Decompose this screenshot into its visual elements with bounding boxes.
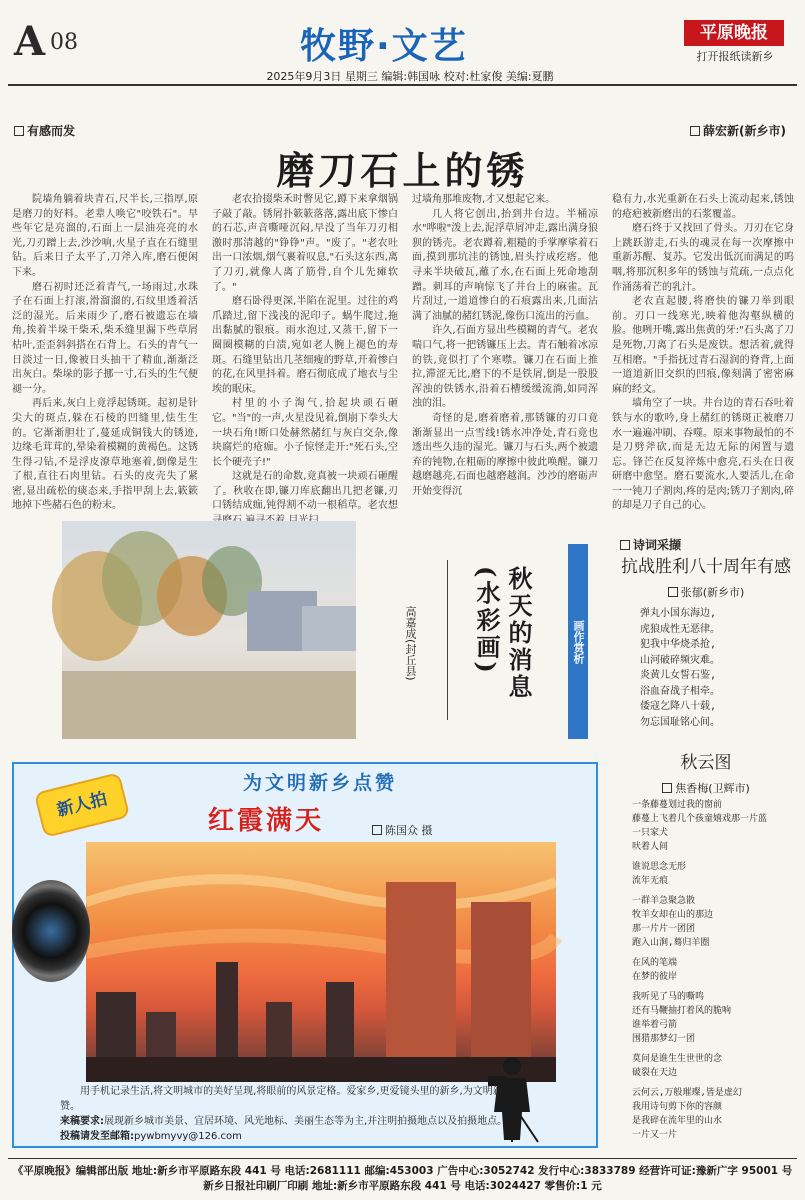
poem-line: 勿忘国耻铭心间。 xyxy=(640,716,720,728)
poem-line: 炎黄儿女誓石鉴, xyxy=(640,670,717,681)
poem-line: 倭寇乞降八十载, xyxy=(640,701,717,712)
essay-paragraph: 老农拾掇柴禾时瞥见它,蹲下来拿烟锅子敲了敲。锈屑扑簌簌落落,露出底下惨白的石芯,声音嘶哑沉闷,早没了当年刀刃相激时那清越的"铮铮"声。"废了。"老农吐出一口浓烟,烟气裹着叹息,"石头这东西,离了刀刃,就像人离了筋骨,自个儿先瘫软了。" xyxy=(212,194,398,293)
poem-2 xyxy=(620,752,792,796)
poem-line: 犯我中华烧杀抢, xyxy=(640,639,717,650)
essay-paragraph: 老农直起腰,将磨快的镰刀举到眼前。刃口一线寒光,映着他沟壑纵横的脸。他咧开嘴,露出焦黄的牙:"石头离了刀是死物,刀离了石头是废铁。想活着,就得互相磨。"手指抚过青石湿润的脊背,上面一道道新旧交织的凹痕,像刻满了密密麻麻的经文。 xyxy=(612,296,794,395)
newspaper-slogan: 打开报纸读新乡 xyxy=(696,50,774,63)
poem-1-body xyxy=(620,606,792,730)
essay-paragraph: 几人将它创出,抬到井台边。半桶凉水"哗啦"泼上去,泥浮草屑冲走,露出满身狼狈的锈壳。老农蹲着,粗糙的手掌摩挲着石面,摸到那坑洼的锈蚀,眉头拧成疙瘩。他寻来半块破瓦,蘸了水,在石面上死命地刮蹭。刺耳的声响惊飞了井台上的麻雀。瓦片刮过,一道道惨白的石痕露出来,几面沾满了油腻的赭红锈泥,像伤口流出的污血。 xyxy=(412,208,598,322)
poem-line: 在梦的彼岸 xyxy=(632,972,678,982)
new-shooter-badge: 新人拍 xyxy=(34,772,131,838)
sunset-photo xyxy=(86,842,556,1082)
poem-line: 我听见了马的嘶鸣 xyxy=(632,992,705,1002)
essay-column-tag: 有感而发 xyxy=(14,122,75,139)
essay-paragraph: 稳有力,水光重新在石头上流动起来,锈蚀的疮疤被新磨出的石浆覆盖。 xyxy=(612,194,794,220)
poem-line: 一群羊急聚急散 xyxy=(632,896,696,906)
photo-note xyxy=(60,1084,536,1144)
poem-line: 还有马鞭抽打着风的脆响 xyxy=(632,1006,732,1016)
poem-line: 破裂在天边 xyxy=(632,1068,678,1078)
poem-line: 山河破碎频灾难。 xyxy=(640,654,720,666)
essay-paragraph: 再后来,灰白上竟浮起锈斑。起初是针尖大的斑点,躲在石棱的凹缝里,怯生生的。它渐渐胆壮了,蔓延成铜钱大的锈迹,边缘毛茸茸的,晕染着模糊的黄褐色。这锈生得刁钻,不是浮皮潦草地塞着,倒像是生了根,直往石肉里钻。石头的皮壳失了紧密,显出疏松的痰态来,手指甲刮上去,簌簌地掉下些赭石色的粉末。 xyxy=(12,398,198,512)
poem-2-title: 秋云图 xyxy=(680,753,732,773)
email-label: 投稿请发至邮箱: xyxy=(60,1131,134,1142)
page-letter: A xyxy=(14,18,46,65)
essay-paragraph: 院墙角躺着块青石,尺半长,三指厚,原是磨刀的好料。老辈人唤它"咬铁石"。早些年它是亮溜的,石面上一层油亮亮的水光,刀刃蹭上去,沙沙响,火星子直在石缝里钻。后来日子太平了,刀斧入库,磨石便闲下来。 xyxy=(12,194,198,278)
essay-column-2 xyxy=(212,193,398,511)
poem-line: 谁举着弓箭 xyxy=(632,1020,678,1030)
poem-line: 藤蔓上飞着几个孩童嬉戏那一片蓝 xyxy=(632,814,768,824)
newspaper-logo: 平原晚报 xyxy=(684,20,784,46)
poem-line: 浴血奋战子相牵。 xyxy=(640,685,720,697)
poem-2-author: 焦香梅(卫辉市) xyxy=(620,780,792,796)
poem-1-title: 抗战胜利八十周年有感 xyxy=(621,557,791,577)
photo-note-text: 用手机记录生活,将文明城市的美好呈现,将眼前的风景定格。爱家乡,更爱镜头里的新乡,为文明新乡点赞。 xyxy=(60,1086,523,1112)
poem-line: 谁说思念无形 xyxy=(632,862,687,872)
essay-paragraph: 村里的小子淘气,拾起块顽石砸它。"当"的一声,火星没见着,倒崩下拳头大一块石角!断口处赫然赭红与灰白交杂,像块腐烂的疮痂。小子惊怪走开:"死石头,空长个硬壳子!" xyxy=(212,398,398,468)
page-number: 08 xyxy=(50,30,78,55)
poem-line: 弹丸小国东海边, xyxy=(640,608,717,619)
poem-line: 虎狼成性无恶律。 xyxy=(640,623,720,635)
essay-paragraph: 过墙角那堆废物,才又想起它来。 xyxy=(412,194,556,205)
submission-email[interactable]: pywbmyvy@126.com xyxy=(134,1131,242,1142)
city-skyline xyxy=(86,842,556,1082)
poem-line: 我用诗句剪下你的容颜 xyxy=(632,1102,723,1112)
essay-column-1 xyxy=(12,193,198,511)
essay-paragraph: 许久,石面方显出些模糊的青气。老农喘口气,将一把锈镰压上去。青石触着冰凉的铁,竟似打了个寒噤。镰刀在石面上推拉,滞涩无比,磨下的不是铁屑,倒是一股股浑浊的铁锈水,沿着石槽缓缓流淌,如同浑浊的泪。 xyxy=(412,325,598,410)
poem-line: 云何云,万般璀璨,皆是虚幻 xyxy=(632,1088,742,1098)
poem-line: 莫问是谁生生世世的念 xyxy=(632,1054,723,1064)
poem-line: 一只家犬 xyxy=(632,828,669,838)
poem-line: 跑入山涧,蓦归羊圈 xyxy=(632,938,710,948)
poem-line: 围猎那梦幻一团 xyxy=(632,1034,696,1044)
poem-line: 流年无痕 xyxy=(632,876,669,886)
painting-title: 秋天的消息(水彩画) xyxy=(472,566,533,701)
section-title: 牧野·文艺 xyxy=(300,26,468,67)
photo-credit: 陈国众 摄 xyxy=(372,822,433,838)
essay-paragraph: 磨石卧得更深,半陷在泥里。过往的鸡爪踏过,留下浅浅的泥印子。蜗牛爬过,拖出黏腻的银痕。雨水泡过,又蒸干,留下一圈圈模糊的白渍,宛如老人腕上褪色的寿斑。石缝里钻出几茎细瘦的野草,开着惨白的花,在风里抖着。磨石彻底成了地衣与尘埃的眠床。 xyxy=(212,296,398,395)
poem-1 xyxy=(620,556,792,730)
painting-divider xyxy=(447,560,448,720)
dateline: 2025年9月3日 星期三 编辑:韩国咏 校对:杜家俊 美编:夏鹏 xyxy=(266,70,554,83)
footer-line-1: 《平原晚报》编辑部出版 地址:新乡市平原路东段 441 号 电话:2681111 邮编:453003 广告中心:3052742 发行中心:3833789 经营许可证:豫新广字 95001 号 xyxy=(12,1165,793,1177)
poem-2-body xyxy=(632,798,798,1142)
requirement-text: 展现新乡城市美景、宜居环境、风光地标、美丽生态等为主,并注明拍摄地点以及拍摄地点。 xyxy=(104,1116,508,1127)
essay-paragraph: 磨石初时还泛着青气,一场雨过,水珠子在石面上打滚,滑溜溜的,石纹里透着活泛的湿光。后来雨少了,磨石被遗忘在墙角,挨着半垛干柴禾,柴禾缝里漏下些草屑枯叶,歪歪斜斜搭在石背上。石头的青气一日淡过一日,像被日头抽干了精血,渐渐泛出灰白。柴垛的影子挪一寸,石头的生气便褪一分。 xyxy=(12,281,198,395)
poem-line: 在风的笔端 xyxy=(632,958,678,968)
poem-line: 是我碎在流年里的山水 xyxy=(632,1116,723,1126)
footer-rule xyxy=(8,1158,797,1159)
essay-paragraph: 这就是石的命数,竟真被一块顽石砸醒了。秋收在即,镰刀库底翻出几把老镰,刃口锈结成痂,钝得割不动一根稻草。老农想 xyxy=(212,471,398,512)
photo-title: 红霞满天 xyxy=(208,806,325,836)
photo-banner: 为文明新乡点赞 xyxy=(242,772,397,794)
painting-author: 高嘉成(封丘县) xyxy=(404,606,417,681)
painting-column-tag: 画作赏析 xyxy=(568,544,588,739)
essay-column-3 xyxy=(412,193,598,511)
poem-column-tag: 诗词采撷 xyxy=(620,536,681,553)
camera-lens-icon xyxy=(12,880,90,982)
poem-1-author: 张郁(新乡市) xyxy=(620,584,792,600)
poem-line: 一条藤蔓划过我的窗前 xyxy=(632,800,723,810)
essay-paragraph: 磨石终于又找回了骨头。刀刃在它身上跳跃游走,石头的魂灵在每一次摩擦中重新苏醒、复苏。它发出低沉而满足的呜咽,将那沉积多年的锈蚀与荒疏,一点点化作涌荡着芒的乳汁。 xyxy=(612,223,794,293)
essay-author: 薛宏新(新乡市) xyxy=(690,122,786,139)
essay-paragraph: 墙角空了一块。井台边的青石吞吐着铁与水的歌吟,身上赭红的锈斑正被磨刀水一遍遍冲刷、吞噬。原来事物最怕的不是刀劈斧砍,而是无边无际的闲置与遗忘。锋芒在反复淬炼中愈亮,石头在日夜研磨中愈坚。磨石要流水,人要活儿,在命一一钝刀子割肉,疼的是肉;锈刀子割肉,碎的却是刀子自己的心。 xyxy=(612,398,794,512)
poem-line: 一片又一片 xyxy=(632,1130,678,1140)
poem-line: 那一片片一团团 xyxy=(632,924,696,934)
essay-headline: 磨刀石上的锈 xyxy=(276,148,529,193)
header-rule xyxy=(8,84,797,86)
requirement-label: 来稿要求: xyxy=(60,1116,104,1127)
essay-column-4 xyxy=(612,193,794,511)
poem-line: 牧羊女却在山的那边 xyxy=(632,910,714,920)
watercolor-painting xyxy=(62,521,356,739)
essay-paragraph: 奇怪的是,磨着磨着,那锈镰的刃口竟渐渐显出一点雪线!锈水冲净处,青石竟也透出些久违的湿光。镰刀与石头,两个被遗弃的钝物,在粗砺的摩擦中彼此唤醒。镰刀越磨越亮,石面也越磨越润。沙沙的磨砺声开始变得沉 xyxy=(412,412,598,497)
footer-line-2: 新乡日报社印刷厂印刷 地址:新乡市平原路东段 441 号 电话:3024427 零售价:1 元 xyxy=(203,1180,602,1192)
poem-line: 吠着人间 xyxy=(632,842,669,852)
